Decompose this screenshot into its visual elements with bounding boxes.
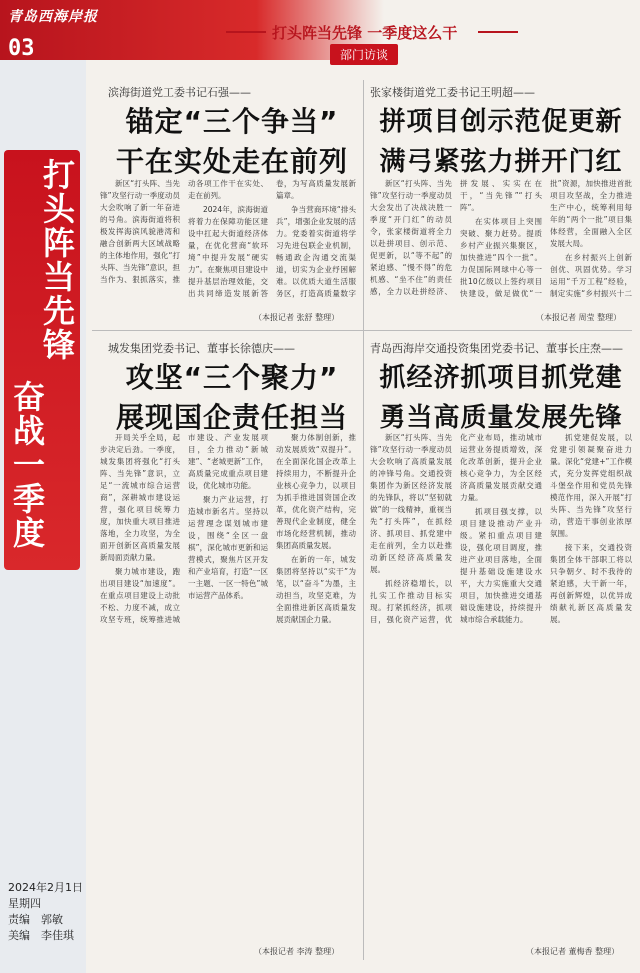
paragraph: 开局关乎全局，起步决定后劲。一季度，城发集团将强化“打头阵、当先锋”意识，立足“一流城市综合运营商”，深耕城市建设运营，强化项目统筹力度，加快重大项目推进落地，全力攻坚，为全面开创新区高质量发展新局面贡献力量。 (100, 433, 180, 562)
article-body (100, 178, 356, 308)
paragraph: 在新的一年，城发集团将坚持以“实干”为笔，以“奋斗”为墨，主动担当，攻坚克难，为全面推进新区高质量发展贡献国企力量。 (276, 555, 356, 624)
paragraph: 在乡村振兴上创新创优、巩固优势。学习运用“千万工程”经验，制定实施“乡村振兴十二 (550, 253, 632, 298)
article-credit: （本报记者 张舒 整理） (254, 313, 340, 322)
side-slogan-panel (4, 150, 80, 570)
editor-credit: 责编 郭敏 (8, 913, 63, 926)
article-body (370, 432, 632, 942)
banner-rule-left (226, 31, 266, 33)
issue-date: 2024年2月1日 (8, 881, 83, 894)
paragraph: 新区“打头阵、当先锋”攻坚行动一季度动员大会吹响了高质量发展的冲锋号角。交通投资集团作为新区经济发展的先锋队，将以“坚韧就做”的一线精神，重视当先“打头阵”，在抓经济、抓项目、抓党建中走在前列，全力以赴推动新区经济高质量发展。 (370, 433, 452, 574)
article-headline-line1: 锚定“三个争当” (125, 105, 339, 138)
column-divider (363, 80, 364, 960)
paragraph: 接下来，交通投资集团全体干部职工将以只争朝夕、时不我待的紧迫感，大干新一年，再创新辉煌，以优异成绩献礼新区高质量发展。 (550, 543, 632, 624)
paragraph: 聚力体制创新，推动发展质效“双提升”。在全面深化国企改革上持续用力，不断提升企业核心竞争力，以项目为抓手推进国资国企改革，优化资产结构，完善现代企业制度，健全市场化经营机制，推动集团高质量发展。 (276, 433, 356, 550)
paragraph: 抓项目强支撑，以项目建设推动产业升级。紧扣重点项目建设，强化项目调度，推进产业项目落地，全面提升基础设施建设水平，大力实施重大交通项目，加快推进交通基础设施建设，持续提升城市综合承载能力。 (460, 507, 542, 624)
masthead-logo: 青岛西海岸报 (8, 9, 98, 25)
date-block (8, 880, 83, 944)
banner-rule-right (478, 31, 518, 33)
paragraph: 2024年，滨海街道将着力在保障功能区建设中扛起大街道经济体量，在优化营商“软环境”中提升发展“硬实力”。在聚焦项目建设中提升基层治理效能，交出共同缔造发展新答卷，为写高质量发展新篇章。 (188, 179, 356, 298)
article-2 (370, 84, 632, 182)
article-4 (370, 340, 632, 438)
paragraph: 聚力产业运营，打造城市新名片。坚持以运营理念谋划城市建设，围绕“全区一盘棋”，深化城市更新和运营模式，聚焦片区开发和产业培育，打造“一区一主题、一区一特色”城市运营产品体系。 (188, 495, 268, 600)
article-credit: （本报记者 周莹 整理） (536, 313, 622, 322)
paragraph: 争当营商环境“排头兵”，增强企业发展的活力。党委着实街道将学习先进包联企业机制，畅通政企沟通交流渠道，切实为企业纾困解难。以优质大道生活服务区，打造高质量数字 (276, 205, 356, 298)
article-headline-line2: 展现国企责任担当 (115, 401, 348, 434)
article-byline: 滨海街道党工委书记石强—— (108, 86, 251, 99)
article-headline-line1: 攻坚“三个聚力” (125, 361, 339, 394)
article-body (100, 432, 356, 942)
article-body (370, 178, 632, 308)
section-tag: 部门访谈 (330, 44, 398, 65)
article-headline-line1: 拼项目创示范促更新 (379, 107, 623, 137)
top-banner: 打头阵当先锋 一季度这么干 (272, 24, 458, 42)
article-credit: （本报记者 董梅香 整理） (526, 947, 620, 956)
paragraph: 新区“打头阵、当先锋”攻坚行动一季度动员大会发出了决战决胜一季度“开门红”的动员令，张家楼街道将全力以赴拼项目、创示范、促更新，以“等不起”的紧迫感、“慢不得”的危机感、“坐不住”的责任感，全力以赴拼经济、拼发展、实实在在干，“当先锋”“打头阵”。 (370, 179, 542, 296)
side-slogan-2: 奋战一季度 (8, 380, 46, 550)
paragraph: 新区“打头阵、当先锋”攻坚行动一季度动员大会吹响了新一年奋进的号角。滨海街道将积极发挥海滨风貌港湾和融合创新两大区域战略的主体地作用，强化“打头阵、当先锋”意识，担当作为、狠抓落实，推动各项工作干在实处、走在前列。 (100, 179, 268, 284)
row-divider (92, 330, 632, 331)
paragraph: 在实体项目上突围突破、聚力赶势。提质乡村产业振兴集聚区，加快推进“四个一批”。力促国际网球中心等一批10亿级以上签约项目快建设，做足做优“一批”资源，加快推进首批项目攻坚战，全力推进生产中心，统筹利用每年的“两个一批”项目集体经营，全面融入全区发展大局。 (460, 179, 632, 298)
side-slogan-1: 打头阵当先锋 (38, 158, 76, 362)
paragraph: 聚力城市建设，跑出项目建设“加速度”。在重点项目建设上动批不松、力度不减，成立攻坚专班，统筹推进城市建设、产业发展项目，全力推动“新城建”、“老城更新”工作，高质量完成重点项目建设，优化城市功能。 (100, 433, 268, 624)
paragraph: 抓经济稳增长，以扎实工作推动目标实现。打紧抓经济，抓项目，强化资产运营，优化产业布局，推动城市运营业务提质增效，深化改革创新，提升企业核心竞争力，为全区经济高质量发展贡献交通力量。 (370, 433, 542, 624)
article-byline: 城发集团党委书记、董事长徐德庆—— (108, 342, 295, 355)
issue-weekday: 星期四 (8, 897, 41, 910)
article-byline: 青岛西海岸交通投资集团党委书记、董事长庄焘—— (370, 342, 623, 355)
article-3 (108, 340, 356, 438)
article-1 (108, 84, 356, 182)
designer-credit: 美编 李佳琪 (8, 929, 74, 942)
article-headline-line2: 干在实处走在前列 (115, 145, 348, 178)
article-headline-line2: 满弓紧弦力拼开门红 (379, 147, 623, 177)
article-byline: 张家楼街道党工委书记王明超—— (370, 86, 535, 99)
page-number: 03 (8, 36, 35, 61)
article-headline-line2: 勇当高质量发展先锋 (379, 403, 623, 433)
paragraph: 抓党建促发展，以党建引领凝聚奋进力量。深化“党建+”工作模式，充分发挥党组织战斗堡垒作用和党员先锋模范作用，深入开展“打头阵、当先锋”攻坚行动，营造干事创业浓厚氛围。 (550, 433, 632, 538)
article-headline-line1: 抓经济抓项目抓党建 (379, 363, 623, 393)
article-credit: （本报记者 李涛 整理） (254, 947, 340, 956)
